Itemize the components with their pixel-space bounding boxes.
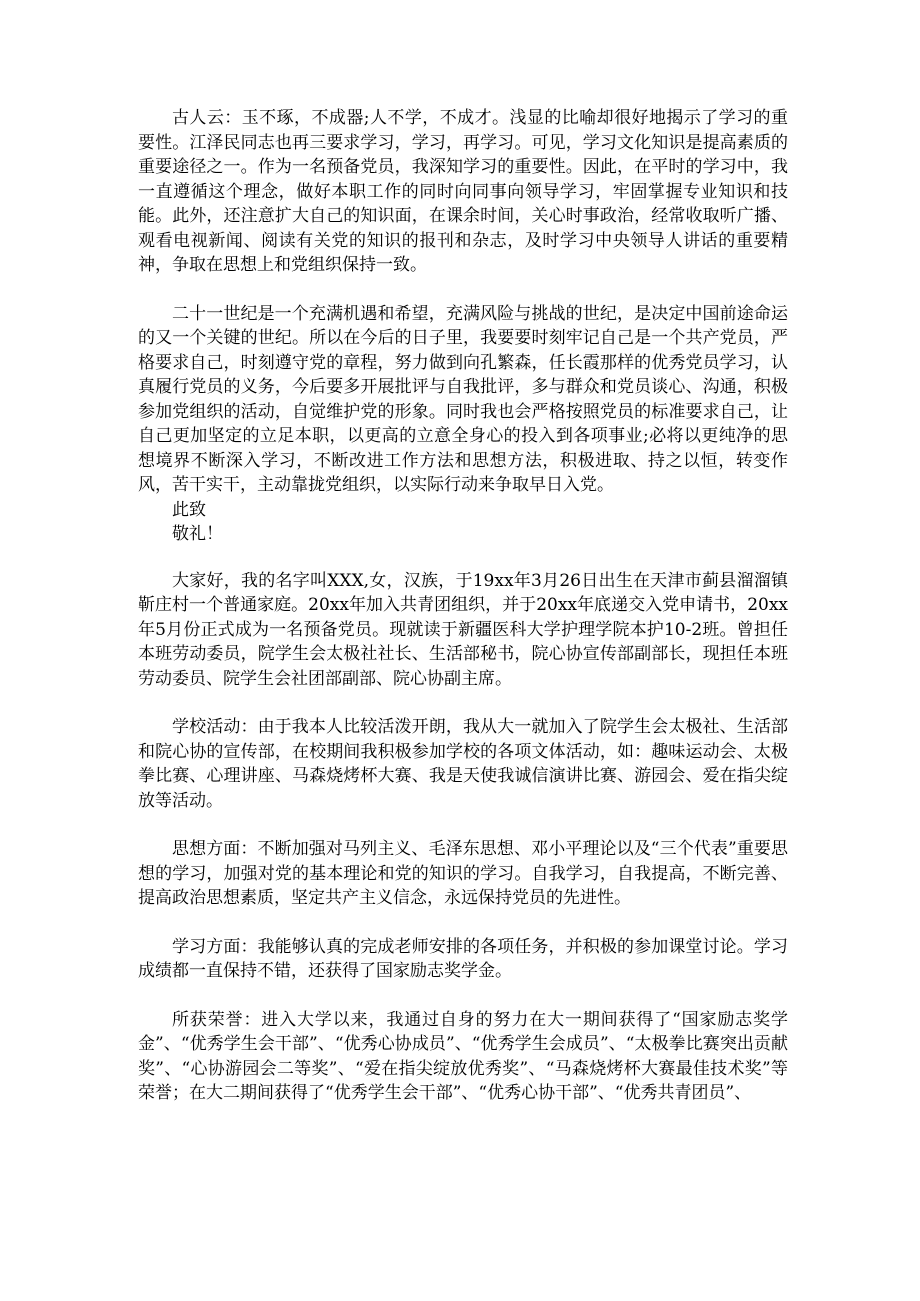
paragraph-ideology: 思想方面：不断加强对马列主义、毛泽东思想、邓小平理论以及“三个代表”重要思想的学习，加强对党的基本理论和党的知识的学习。自我学习，自我提高，不断完善、提高政治思想素质，坚定共产主义信念，永远保持党员的先进性。 <box>138 839 788 908</box>
paragraph-study: 古人云：玉不琢，不成器;人不学，不成才。浅显的比喻却很好地揭示了学习的重要性。江泽民同志也再三要求学习，学习，再学习。可见，学习文化知识是提高素质的重要途径之一。作为一名预备党员，我深知学习的重要性。因此，在平时的学习中，我一直遵循这个理念，做好本职工作的同时向同事向领导学习，牢固掌握专业知识和技能。此外，还注意扩大自己的知识面，在课余时间，关心时事政治，经常收取听广播、观看电视新闻、阅读有关党的知识的报刊和杂志，及时学习中央领导人讲话的重要精神，争取在思想上和党组织保持一致。 <box>138 108 788 275</box>
closing-salutation: 此致 <box>172 499 206 520</box>
paragraph-learning: 学习方面：我能够认真的完成老师安排的各项任务，并积极的参加课堂讨论。学习成绩都一直保持不错，还获得了国家励志奖学金。 <box>138 936 788 981</box>
paragraph-century: 二十一世纪是一个充满机遇和希望，充满风险与挑战的世纪，是决定中国前途命运的又一个关键的世纪。所以在今后的日子里，我要要时刻牢记自己是一个共产党员，严格要求自己，时刻遵守党的章程，努力做到向孔繁森，任长霞那样的优秀党员学习，认真履行党员的义务，今后要多开展批评与自我批评，多与群众和党员谈心、沟通，积极参加党组织的活动，自觉维护党的形象。同时我也会严格按照党员的标准要求自己，让自己更加坚定的立足本职，以更高的立意全身心的投入到各项事业;必将以更纯净的思想境界不断深入学习，不断改进工作方法和思想方法，积极进取、持之以恒，转变作风，苦干实干，主动靠拢党组织，以实际行动来争取早日入党。 <box>138 303 788 495</box>
document-body <box>138 106 788 1106</box>
paragraph-school-activities: 学校活动：由于我本人比较活泼开朗，我从大一就加入了院学生会太极社、生活部和院心协的宣传部，在校期间我积极参加学校的各项文体活动，如：趣味运动会、太极拳比赛、心理讲座、马森烧烤杯大赛、我是天使我诚信演讲比赛、游园会、爱在指尖绽放等活动。 <box>138 717 788 811</box>
paragraph-honors: 所获荣誉：进入大学以来，我通过自身的努力在大一期间获得了“国家励志奖学金”、“优秀学生会干部”、“优秀心协成员”、“优秀学生会成员”、“太极拳比赛突出贡献奖”、“心协游园会二等奖”、“爱在指尖绽放优秀奖”、“马森烧烤杯大赛最佳技术奖”等荣誉；在大二期间获得了“优秀学生会干部”、“优秀心协干部”、“优秀共青团员”、 <box>138 1009 788 1103</box>
paragraph-introduction: 大家好，我的名字叫XXX,女，汉族，于19xx年3月26日出生在天津市蓟县溜溜镇靳庄村一个普通家庭。20xx年加入共青团组织，并于20xx年底递交入党申请书，20xx年5月份正式成为一名预备党员。现就读于新疆医科大学护理学院本护10-2班。曾担任本班劳动委员，院学生会太极社社长、生活部秘书，院心协宣传部副部长，现担任本班劳动委员、院学生会社团部副部、院心协副主席。 <box>138 570 788 689</box>
closing-regards: 敬礼！ <box>172 524 223 544</box>
